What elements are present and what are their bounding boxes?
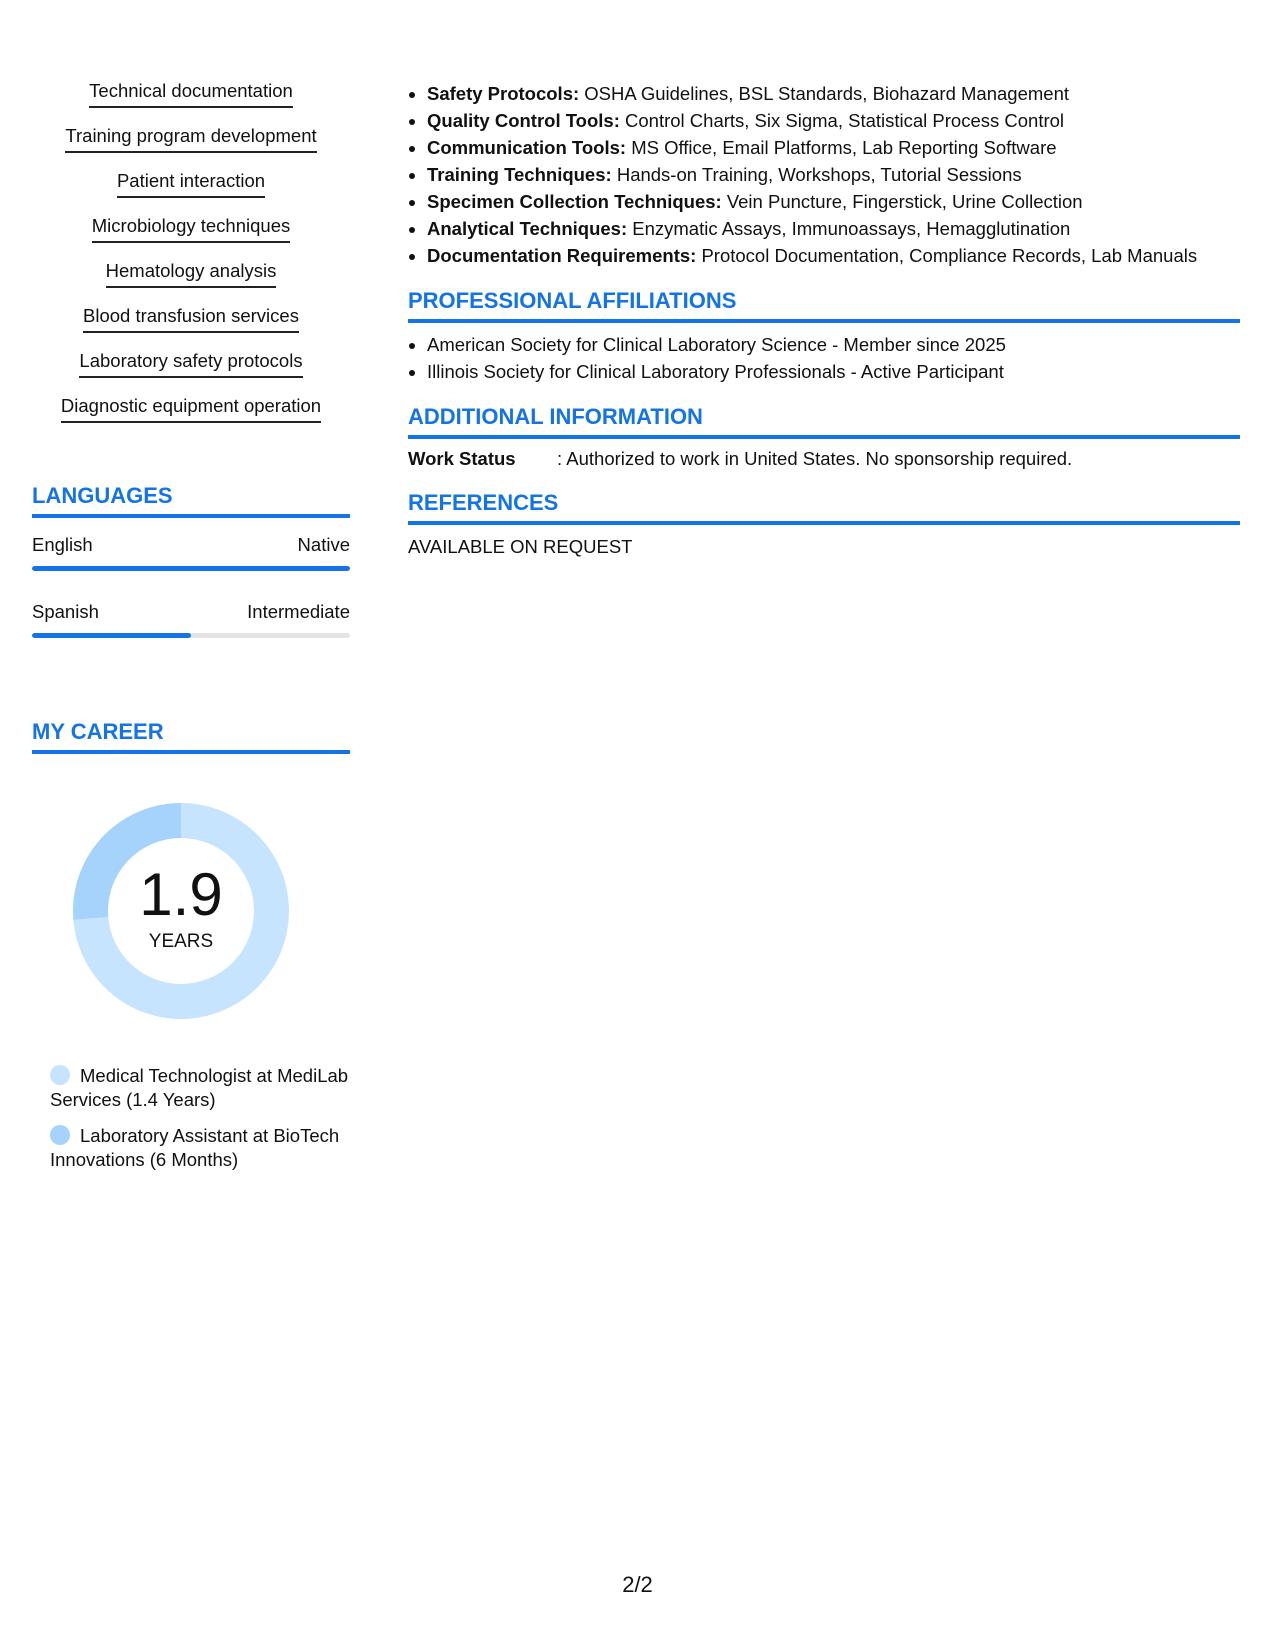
language-bar-fill	[32, 566, 350, 571]
language-item	[32, 534, 350, 571]
tool-label: Safety Protocols:	[427, 83, 580, 104]
skill-label: Laboratory safety protocols	[79, 350, 302, 378]
tool-text: Protocol Documentation, Compliance Records, Lab Manuals	[701, 245, 1198, 266]
tool-text: Hands-on Training, Workshops, Tutorial Sessions	[616, 164, 1022, 185]
language-bar-fill	[32, 633, 191, 638]
additional-info-heading: ADDITIONAL INFORMATION	[408, 403, 1240, 439]
career-legend	[50, 1064, 350, 1172]
work-status-row	[408, 447, 1240, 471]
tool-text: MS Office, Email Platforms, Lab Reporting Software	[631, 137, 1057, 158]
legend-label: Laboratory Assistant at BioTech Innovations (6 Months)	[50, 1125, 340, 1170]
skills-list	[32, 80, 350, 440]
left-column	[32, 80, 350, 638]
tool-item	[427, 161, 1240, 188]
affiliation-item: • American Society for Clinical Laboratory Science - Member since 2025	[427, 331, 1240, 358]
skill-label: Blood transfusion services	[83, 305, 299, 333]
language-item	[32, 601, 350, 638]
language-level: Native	[297, 534, 350, 555]
references-text: AVAILABLE ON REQUEST	[408, 536, 633, 557]
skill-label: Microbiology techniques	[92, 215, 290, 243]
skill-item	[32, 395, 350, 440]
tool-item	[427, 215, 1240, 242]
legend-label: Medical Technologist at MediLab Services (1.4 Years)	[50, 1065, 349, 1110]
tool-label: Training Techniques:	[427, 164, 612, 185]
skill-label: Patient interaction	[117, 170, 265, 198]
language-name: English	[32, 534, 93, 555]
tool-item	[427, 242, 1240, 269]
tools-list	[408, 80, 1240, 269]
tool-text: Control Charts, Six Sigma, Statistical Process Control	[625, 110, 1065, 131]
legend-item	[50, 1064, 350, 1112]
affiliation-item: • Illinois Society for Clinical Laboratory Professionals - Active Participant	[427, 358, 1240, 385]
tool-text: Enzymatic Assays, Immunoassays, Hemagglutination	[632, 218, 1071, 239]
legend-item	[50, 1124, 350, 1172]
tool-label: Specimen Collection Techniques:	[427, 191, 722, 212]
additional-info-section	[408, 403, 1240, 471]
skill-item	[32, 80, 350, 125]
skill-item	[32, 170, 350, 215]
tool-text: OSHA Guidelines, BSL Standards, Biohazard Management	[584, 83, 1070, 104]
affiliations-section	[408, 287, 1240, 385]
tool-label: Documentation Requirements:	[427, 245, 697, 266]
tool-label: Communication Tools:	[427, 137, 627, 158]
tool-item	[427, 134, 1240, 161]
language-bar	[32, 633, 350, 638]
tool-item	[427, 80, 1240, 107]
tool-label: Analytical Techniques:	[427, 218, 628, 239]
legend-dot-icon	[50, 1125, 70, 1145]
tool-item	[427, 107, 1240, 134]
skill-label: Diagnostic equipment operation	[61, 395, 321, 423]
work-status-key: Work Status	[408, 448, 516, 469]
skill-label: Technical documentation	[89, 80, 293, 108]
affiliations-heading: PROFESSIONAL AFFILIATIONS	[408, 287, 1240, 323]
affiliations-list	[408, 331, 1240, 385]
legend-dot-icon	[50, 1065, 70, 1085]
career-section	[32, 718, 350, 1184]
career-donut-chart	[66, 796, 296, 1026]
tool-text: Vein Puncture, Fingerstick, Urine Collection	[726, 191, 1083, 212]
language-bar	[32, 566, 350, 571]
work-status-value: : Authorized to work in United States. No sponsorship required.	[557, 448, 1073, 469]
page-number: 2/2	[622, 1572, 653, 1597]
references-heading: REFERENCES	[408, 489, 1240, 525]
languages-section	[32, 482, 350, 638]
references-section	[408, 489, 1240, 559]
tool-label: Quality Control Tools:	[427, 110, 620, 131]
right-column	[408, 80, 1240, 559]
tool-item	[427, 188, 1240, 215]
language-name: Spanish	[32, 601, 99, 622]
career-heading: MY CAREER	[32, 718, 350, 754]
skill-label: Hematology analysis	[106, 260, 277, 288]
skill-item	[32, 125, 350, 170]
skill-item	[32, 215, 350, 260]
skill-item	[32, 260, 350, 305]
language-level: Intermediate	[247, 601, 350, 622]
skill-item	[32, 305, 350, 350]
languages-heading: LANGUAGES	[32, 482, 350, 518]
skill-item	[32, 350, 350, 395]
career-total-years: 1.9	[139, 861, 223, 928]
career-total-unit: YEARS	[148, 931, 214, 952]
skill-label: Training program development	[65, 125, 316, 153]
donut-center	[66, 796, 296, 1026]
